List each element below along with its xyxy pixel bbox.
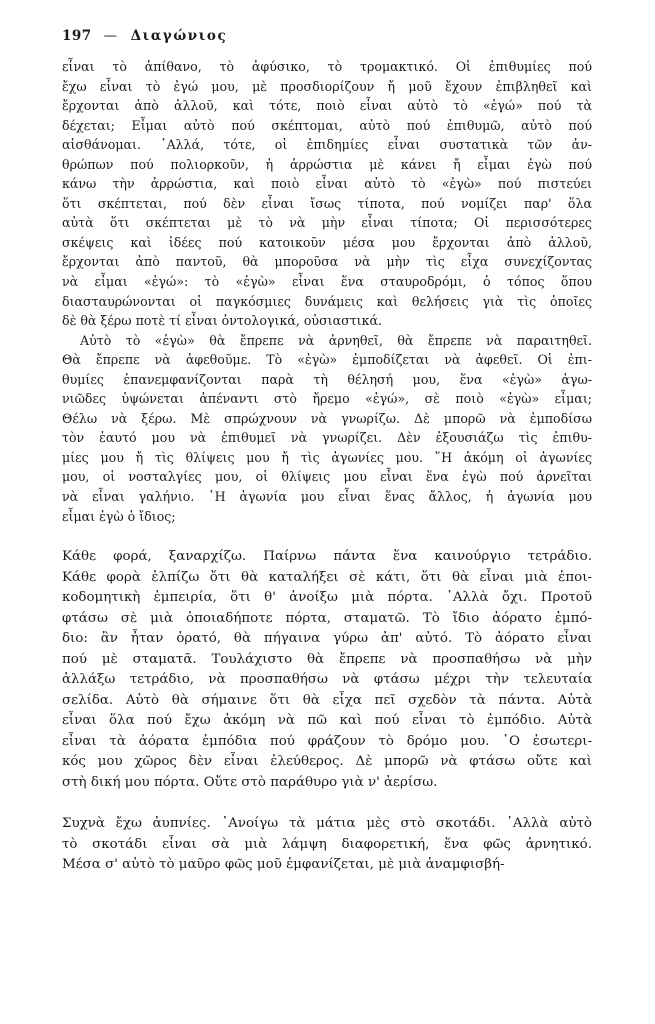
- text-block-3: [62, 814, 592, 876]
- paragraph: [62, 814, 592, 876]
- text-line: νὰ εἶναι γαλήνιο. ῾Η ἀγωνία μου εἶναι ἕνας ἄλλος, ἡ ἀγωνία μου: [62, 489, 592, 505]
- text-line: Κάθε φορά, ξαναρχίζω. Παίρνω πάντα ἕνα καινούργιο τετράδιο.: [62, 549, 592, 565]
- text-line: δέχεται; Εἶμαι αὐτὸ πού σκέπτομαι, αὐτὸ πού ἐπιθυμῶ, αὐτὸ πού: [62, 117, 592, 133]
- text-line: Θὰ ἔπρεπε νὰ ἀφεθοῦμε. Τὸ «ἐγὼ» ἐμποδίζεται νὰ ἀφεθεῖ. Οἱ ἐπι-: [62, 352, 592, 368]
- text-line: αὐτὰ ὅτι σκέπτεται μὲ τὸ νὰ μὴν εἶναι τίποτα; Οἱ περισσότερες: [62, 215, 592, 231]
- text-line: ἔρχονται ἀπὸ παντοῦ, θὰ μποροῦσα νὰ μὴν τὶς εἶχα συνεχίζοντας: [62, 254, 592, 270]
- text-line: ὅτι σκέπτεται, πού δὲν εἶναι ἴσως τίποτα, πού νομίζει παρ' ὅλα: [62, 195, 592, 211]
- book-page: [62, 28, 592, 876]
- text-line: Συχνὰ ἔχω ἀυπνίες. ᾿Ανοίγω τὰ μάτια μὲς στὸ σκοτάδι. ᾿Αλλὰ αὐτὸ: [62, 816, 592, 832]
- text-line: ἀλλάξω τετράδιο, νὰ προσπαθήσω νὰ φτάσω μέχρι τὴν τελευταία: [62, 672, 592, 688]
- text-line: εἶμαι ἐγὼ ὁ ἴδιος;: [62, 508, 176, 524]
- paragraph: [62, 331, 592, 526]
- running-head: [62, 28, 592, 44]
- text-block-1: [62, 57, 592, 526]
- text-line: πού μὲ σταματᾶ. Τουλάχιστο θὰ ἔπρεπε νὰ προσπαθήσω νὰ μὴν: [62, 651, 592, 667]
- text-line: στὴ δική μου πόρτα. Οὔτε στὸ παράθυρο γιὰ ν' ἀερίσω.: [62, 774, 438, 790]
- paragraph: [62, 547, 592, 793]
- text-line: κός μου χῶρος δὲν εἶναι ἐλεύθερος. Δὲ μπορῶ νὰ φτάσω οὔτε καὶ: [62, 754, 592, 770]
- text-line: μου, οἱ νοσταλγίες μου, οἱ θλίψεις μου εἶναι ἕνα ἐγὼ πού ἀρνεῖται: [62, 469, 592, 485]
- paragraph: [62, 57, 592, 331]
- running-title: Διαγώνιος: [130, 28, 228, 44]
- page-number: 197: [62, 28, 92, 44]
- text-line: μίες μου ἤ τὶς θλίψεις μου ἤ τὶς ἀγωνίες μου. ῞Η ἀκόμη οἱ ἀγωνίες: [62, 449, 592, 465]
- text-line: Μέσα σ' αὐτὸ τὸ μαῦρο φῶς μοῦ ἐμφανίζεται, μὲ μιὰ ἀναμφισβή-: [62, 857, 505, 873]
- text-line: Κάθε φορὰ ἐλπίζω ὅτι θὰ καταλήξει σὲ κάτι, ὅτι θὰ εἶναι μιὰ ἐποι-: [62, 569, 592, 585]
- text-line: εἶναι τὸ ἀπίθανο, τὸ ἀφύσικο, τὸ τρομακτικό. Οἱ ἐπιθυμίες πού: [62, 59, 592, 74]
- text-line: θρώπων πού πολιορκοῦν, ἡ ἀρρώστια μὲ κάνει ἤ εἶμαι ἐγὼ πού: [62, 156, 592, 172]
- text-line: Θέλω νὰ ξέρω. Μὲ σπρώχνουν νὰ γνωρίζω. Δὲ μπορῶ νὰ ἐμποδίσω: [62, 410, 592, 426]
- text-line: κάνω τὴν ἀρρώστια, καὶ ποιὸ εἶναι αὐτὸ τὸ «ἐγὼ» πού πιστεύει: [62, 176, 592, 192]
- text-line: διο: ἂν ἦταν ὁρατό, θὰ πήγαινα γύρω ἀπ' αὐτό. Τὸ ἀόρατο εἶναι: [62, 631, 592, 647]
- text-line: φτάσω σὲ μιὰ ὁποιαδήποτε πόρτα, σταματῶ. Τὸ ἴδιο ἀόρατο ἐμπό-: [62, 610, 592, 626]
- text-line: θυμίες ἐπανεμφανίζονται παρὰ τὴ θέλησή μου, ἕνα «ἐγὼ» ἀγω-: [62, 371, 592, 387]
- header-separator: —: [103, 28, 119, 44]
- text-line: δὲ θὰ ξέρω ποτὲ τί εἶναι ὀντολογικά, οὐσιαστικά.: [62, 313, 382, 329]
- text-line: αἰσθάνομαι. ᾿Αλλά, τότε, οἱ ἐπιδημίες εἶναι συστατικὰ τῶν ἀν-: [62, 137, 592, 153]
- text-line: σελίδα. Αὐτὸ θὰ σήμαινε ὅτι θὰ εἶχα πεῖ σχεδὸν τὰ πάντα. Αὐτὰ: [62, 692, 592, 708]
- text-line: εἶναι τὰ ἀόρατα ἐμπόδια πού φράζουν τὸ δρόμο μου. ῾Ο ἐσωτερι-: [62, 733, 592, 749]
- text-line: κοδομητικὴ ἐμπειρία, ὅτι θ' ἀνοίξω μιὰ πόρτα. ᾿Αλλὰ ὄχι. Προτοῦ: [62, 590, 592, 606]
- text-line: σκέψεις καὶ ἰδέες πού κατοικοῦν μέσα μου ἔρχονται ἀπὸ ἀλλοῦ,: [62, 234, 592, 250]
- text-line: ἔρχονται ἀπὸ ἀλλοῦ, καὶ τότε, ποιὸ εἶναι αὐτὸ τὸ «ἐγώ» πού τὰ: [62, 98, 592, 114]
- text-line: τὸ σκοτάδι εἶναι σὰ μιὰ λάμψη διαφορετική, ἕνα φῶς ἀρνητικό.: [62, 836, 592, 852]
- text-line: τὸν ἑαυτό μου νὰ ἐπιθυμεῖ νὰ γνωρίζει. Δὲν ἐξουσιάζω τὶς ἐπιθυ-: [62, 430, 592, 446]
- text-block-2: [62, 547, 592, 793]
- text-line: νιῶδες ὑψώνεται ἀπέναντι στὸ ἤρεμο «ἐγώ», σὲ ποιὸ «ἐγὼ» εἶμαι;: [62, 391, 592, 407]
- text-line: διασταυρώνονται οἱ παγκόσμιες δυνάμεις καὶ θελήσεις γιὰ τὶς ὁποῖες: [62, 293, 592, 309]
- text-line: Αὐτὸ τὸ «ἐγὼ» θὰ ἔπρεπε νὰ ἀρνηθεῖ, θὰ ἔπρεπε νὰ παραιτηθεῖ.: [80, 332, 592, 348]
- text-line: ἔχω εἶναι τὸ ἐγώ μου, μὲ προσδιορίζουν ἤ μοῦ ἔχουν ἐπιβληθεῖ καὶ: [62, 78, 592, 94]
- text-line: εἶναι ὅλα πού ἔχω ἀκόμη νὰ πῶ καὶ πού εἶναι τὸ ἐμπόδιο. Αὐτὰ: [62, 713, 592, 729]
- text-line: νὰ εἶμαι «ἐγώ»: τὸ «ἐγὼ» εἶναι ἕνα σταυροδρόμι, ὁ τόπος ὅπου: [62, 274, 592, 290]
